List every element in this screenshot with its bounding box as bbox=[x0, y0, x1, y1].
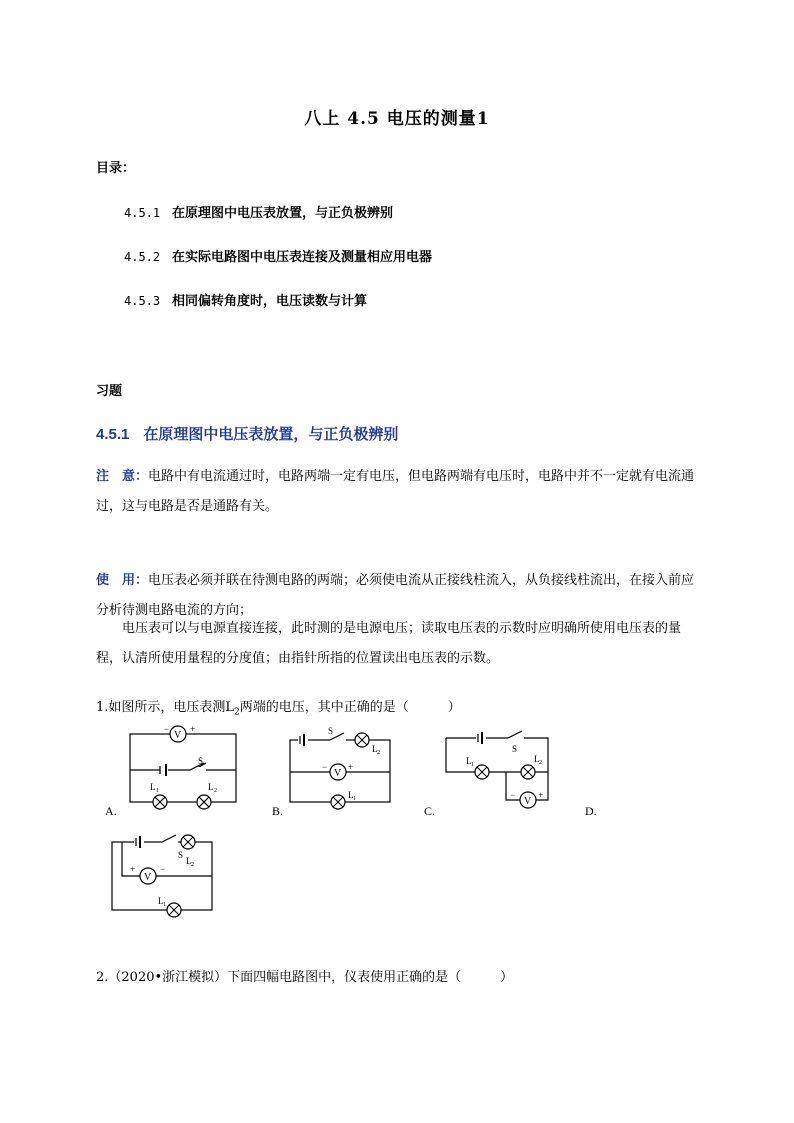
lamp-2-sub: 2 bbox=[377, 750, 380, 756]
note-paragraph bbox=[96, 462, 706, 522]
lamp-2-label: L bbox=[534, 754, 540, 764]
voltmeter-paragraph: 电压表可以与电源直接连接，此时测的是电源电压；读取电压表的示数时应明确所使用电压表的量程，认清所使用量程的分度值；由指针所指的位置读出电压表的示数。 bbox=[96, 621, 682, 666]
lamp-2-label: L bbox=[208, 782, 214, 792]
switch-label: S bbox=[198, 756, 204, 766]
toc-item-text: 在实际电路图中电压表连接及测量相应用电器 bbox=[172, 250, 433, 265]
switch-label: S bbox=[328, 726, 334, 736]
circuit-b[interactable] bbox=[282, 724, 402, 814]
plus-label: + bbox=[348, 762, 354, 772]
toc-item-text: 在原理图中电压表放置，与正负极辨别 bbox=[172, 206, 394, 221]
switch-label: S bbox=[512, 744, 518, 754]
voltmeter-label: V bbox=[174, 730, 182, 741]
section-number: 4.5.1 bbox=[96, 426, 130, 443]
option-d-label: D. bbox=[585, 804, 597, 818]
usage-text: 电压表必须并联在待测电路的两端；必须使电流从正接线柱流入，从负接线柱流出，在接入前应分析待测电路电流的方向； bbox=[96, 573, 695, 618]
circuit-c[interactable] bbox=[438, 728, 558, 818]
circuit-d[interactable] bbox=[108, 832, 228, 920]
lamp-1-label: L bbox=[158, 896, 164, 906]
plus-label: + bbox=[190, 724, 196, 734]
voltmeter-label: V bbox=[144, 872, 152, 883]
toc-item-text: 相同偏转角度时，电压读数与计算 bbox=[172, 294, 368, 309]
lamp-1-label: L bbox=[348, 790, 354, 800]
lamp-2-sub: 2 bbox=[539, 760, 542, 766]
lamp-1-sub: 1 bbox=[353, 796, 356, 802]
lamp-2-sub: 2 bbox=[214, 788, 217, 794]
page-title: 八上 4.5 电压的测量1 bbox=[304, 109, 490, 129]
minus-label: − bbox=[322, 762, 328, 772]
lamp-1-label: L bbox=[466, 756, 472, 766]
circuit-a[interactable] bbox=[120, 722, 245, 817]
plus-label: + bbox=[130, 864, 136, 874]
toc-item-number: 4.5.3 bbox=[124, 294, 161, 308]
lamp-2-sub: 2 bbox=[191, 862, 194, 868]
usage-label: 使 用： bbox=[96, 573, 149, 588]
switch-label: S bbox=[178, 850, 184, 860]
question-1 bbox=[96, 696, 461, 718]
plus-label: + bbox=[538, 790, 544, 800]
section-text: 在原理图中电压表放置，与正负极辨别 bbox=[143, 425, 399, 443]
question-1-subscript: 2 bbox=[234, 707, 240, 718]
toc-item-number: 4.5.1 bbox=[124, 206, 161, 220]
toc-item-3[interactable] bbox=[124, 290, 367, 309]
minus-label: − bbox=[160, 864, 166, 874]
minus-label: − bbox=[164, 724, 170, 734]
lamp-1-sub: 1 bbox=[156, 788, 159, 794]
note-label: 注 意： bbox=[96, 469, 149, 484]
lamp-2-label: L bbox=[186, 856, 192, 866]
lamp-2-label: L bbox=[372, 744, 378, 754]
toc-label: 目录： bbox=[96, 161, 136, 176]
option-a-label: A. bbox=[105, 804, 117, 818]
lamp-1-sub: 1 bbox=[163, 902, 166, 908]
toc-item-number: 4.5.2 bbox=[124, 250, 161, 264]
lamp-1-label: L bbox=[150, 782, 156, 792]
option-c-label: C. bbox=[424, 804, 436, 818]
voltmeter-label: V bbox=[524, 796, 532, 807]
toc-item-1[interactable] bbox=[124, 202, 393, 221]
exercises-label: 习题 bbox=[96, 384, 123, 399]
minus-label: − bbox=[510, 790, 516, 800]
question-1-suffix: 两端的电压，其中正确的是（ ） bbox=[239, 700, 461, 715]
section-heading bbox=[96, 423, 398, 444]
note-text: 电路中有电流通过时，电路两端一定有电压，但电路两端有电压时，电路中并不一定就有电流通过，这与电路是否是通路有关。 bbox=[96, 469, 695, 514]
lamp-1-sub: 1 bbox=[471, 762, 474, 768]
question-2: 2.（2020•浙江模拟）下面四幅电路图中，仪表使用正确的是（ ） bbox=[96, 970, 514, 985]
circuit-wire bbox=[130, 734, 236, 802]
toc-item-2[interactable] bbox=[124, 246, 432, 265]
voltmeter-label: V bbox=[334, 768, 342, 779]
option-b-label: B. bbox=[272, 804, 284, 818]
question-1-prefix: 1.如图所示，电压表测L bbox=[96, 700, 235, 715]
